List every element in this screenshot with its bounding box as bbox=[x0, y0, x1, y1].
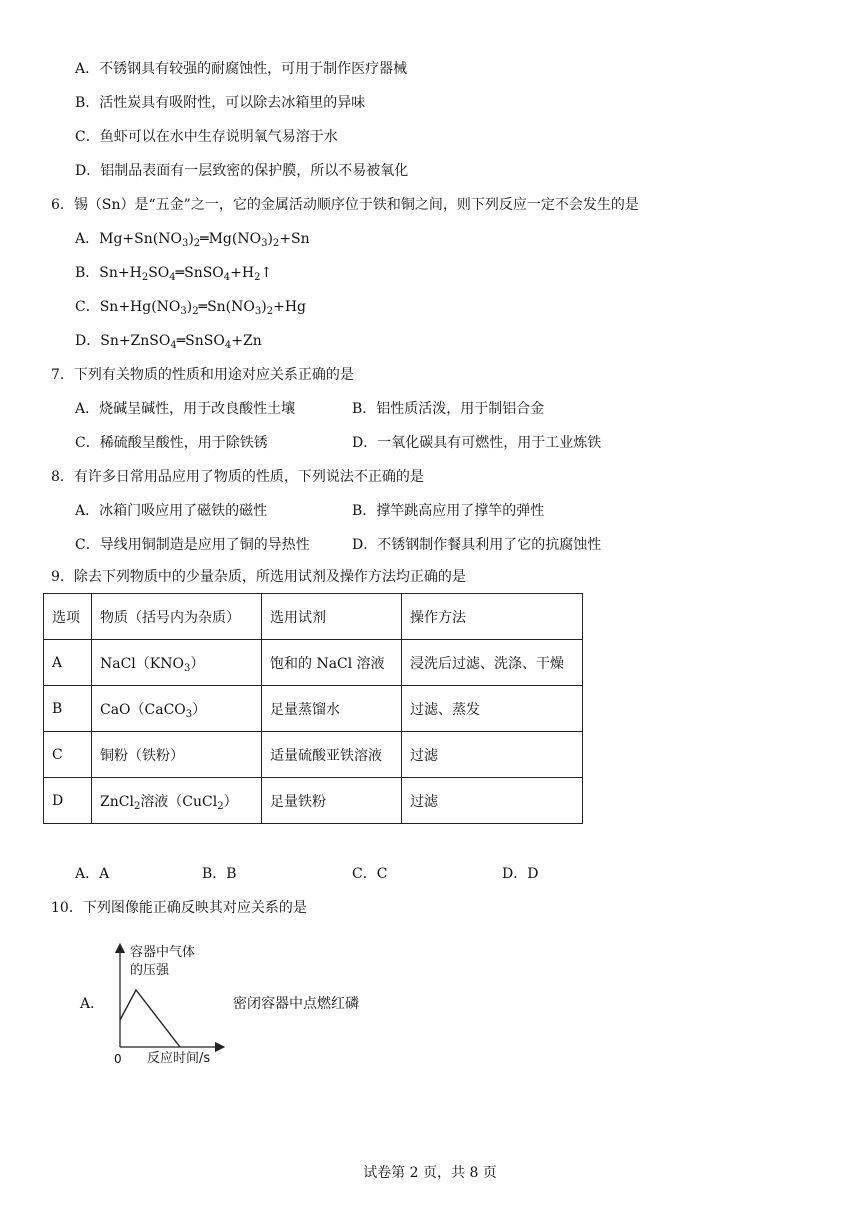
q7-option-a: A．烧碱呈碱性，用于改良酸性土壤 bbox=[75, 401, 296, 417]
table-cell-option: C bbox=[44, 732, 92, 778]
q8-option-b: B．撑竿跳高应用了撑竿的弹性 bbox=[352, 503, 545, 519]
q9-table bbox=[43, 593, 583, 824]
graph-origin-label: 0 bbox=[114, 1052, 122, 1066]
q8-stem: 8．有许多日常用品应用了物质的性质，下列说法不正确的是 bbox=[51, 469, 424, 485]
q5-option-d: D．铝制品表面有一层致密的保护膜，所以不易被氧化 bbox=[75, 163, 409, 179]
table-row bbox=[44, 640, 583, 686]
q7-option-d: D．一氧化碳具有可燃性，用于工业炼铁 bbox=[352, 435, 602, 451]
page-footer: 试卷第 2 页，共 8 页 bbox=[363, 1165, 497, 1181]
q6-option-a: A．$Mg+Sn(NO_3)_2═Mg(NO_3)_2+Sn$ bbox=[75, 231, 310, 249]
table-row bbox=[44, 732, 583, 778]
q5-option-b: B．活性炭具有吸附性，可以除去冰箱里的异味 bbox=[75, 95, 366, 111]
q5-option-c: C．鱼虾可以在水中生存说明氧气易溶于水 bbox=[75, 129, 338, 145]
table-cell-option: B bbox=[44, 686, 92, 732]
q9-answer-a: A．A bbox=[75, 866, 110, 882]
table-cell-method: 过滤、蒸发 bbox=[402, 686, 583, 732]
table-cell-substance: CaO（CaCO$_3$） bbox=[92, 686, 262, 732]
table-header-cell: 操作方法 bbox=[402, 594, 583, 640]
table-row bbox=[44, 686, 583, 732]
table-cell-option: A bbox=[44, 640, 92, 686]
table-header-cell: 选项 bbox=[44, 594, 92, 640]
table-cell-substance: 铜粉（铁粉） bbox=[92, 732, 262, 778]
table-row bbox=[44, 778, 583, 824]
table-cell-substance: ZnCl$_2$溶液（CuCl$_2$） bbox=[92, 778, 262, 824]
table-cell-option: D bbox=[44, 778, 92, 824]
table-cell-reagent: 适量硫酸亚铁溶液 bbox=[262, 732, 402, 778]
q8-option-a: A．冰箱门吸应用了磁铁的磁性 bbox=[75, 503, 268, 519]
q8-option-c: C．导线用铜制造是应用了铜的导热性 bbox=[75, 537, 310, 553]
q10-option-a-caption: 密闭容器中点燃红磷 bbox=[233, 996, 359, 1012]
q10-option-a-label: A． bbox=[80, 996, 105, 1012]
q9-answer-d: D．D bbox=[502, 866, 539, 882]
table-cell-method: 过滤 bbox=[402, 778, 583, 824]
table-cell-reagent: 足量蒸馏水 bbox=[262, 686, 402, 732]
table-header-cell: 物质（括号内为杂质） bbox=[92, 594, 262, 640]
q9-answer-b: B．B bbox=[202, 866, 237, 882]
table-cell-substance: $NaCl(KNO_3)$ bbox=[92, 640, 262, 686]
q8-option-d: D．不锈钢制作餐具利用了它的抗腐蚀性 bbox=[352, 537, 602, 553]
q5-option-a: A．不锈钢具有较强的耐腐蚀性，可用于制作医疗器械 bbox=[75, 61, 408, 77]
q9-answer-c: C．C bbox=[352, 866, 388, 882]
graph-y-label-1: 容器中气体 bbox=[130, 945, 196, 960]
q6-option-c: C．$Sn+Hg(NO_3)_2═Sn(NO_3)_2+Hg$ bbox=[75, 299, 306, 317]
q9-stem: 9．除去下列物质中的少量杂质，所选用试剂及操作方法均正确的是 bbox=[51, 569, 466, 585]
table-cell-reagent: 饱和的 NaCl 溶液 bbox=[262, 640, 402, 686]
graph-x-label: 反应时间/s bbox=[147, 1051, 211, 1066]
table-header-row bbox=[44, 594, 583, 640]
table-cell-method: 浸洗后过滤、洗涤、干燥 bbox=[402, 640, 583, 686]
q6-stem: 6．锡（Sn）是“五金”之一，它的金属活动顺序位于铁和铜之间，则下列反应一定不会发生的是 bbox=[51, 197, 639, 213]
table-cell-reagent: 足量铁粉 bbox=[262, 778, 402, 824]
graph-pressure-line bbox=[120, 990, 180, 1047]
q10-stem: 10．下列图像能正确反映其对应关系的是 bbox=[51, 900, 307, 916]
graph-y-label-2: 的压强 bbox=[130, 963, 170, 978]
q6-option-b: B．$Sn+H_2SO_4═SnSO_4+H_2↑$ bbox=[75, 265, 273, 283]
q7-option-c: C．稀硫酸呈酸性，用于除铁锈 bbox=[75, 435, 268, 451]
table-header-cell: 选用试剂 bbox=[262, 594, 402, 640]
q6-option-d: D．Sn+ZnSO$_4$═SnSO$_4$+Zn bbox=[75, 333, 262, 351]
q7-option-b: B．铝性质活泼，用于制铝合金 bbox=[352, 401, 545, 417]
q7-stem: 7．下列有关物质的性质和用途对应关系正确的是 bbox=[51, 367, 354, 383]
table-cell-method: 过滤 bbox=[402, 732, 583, 778]
